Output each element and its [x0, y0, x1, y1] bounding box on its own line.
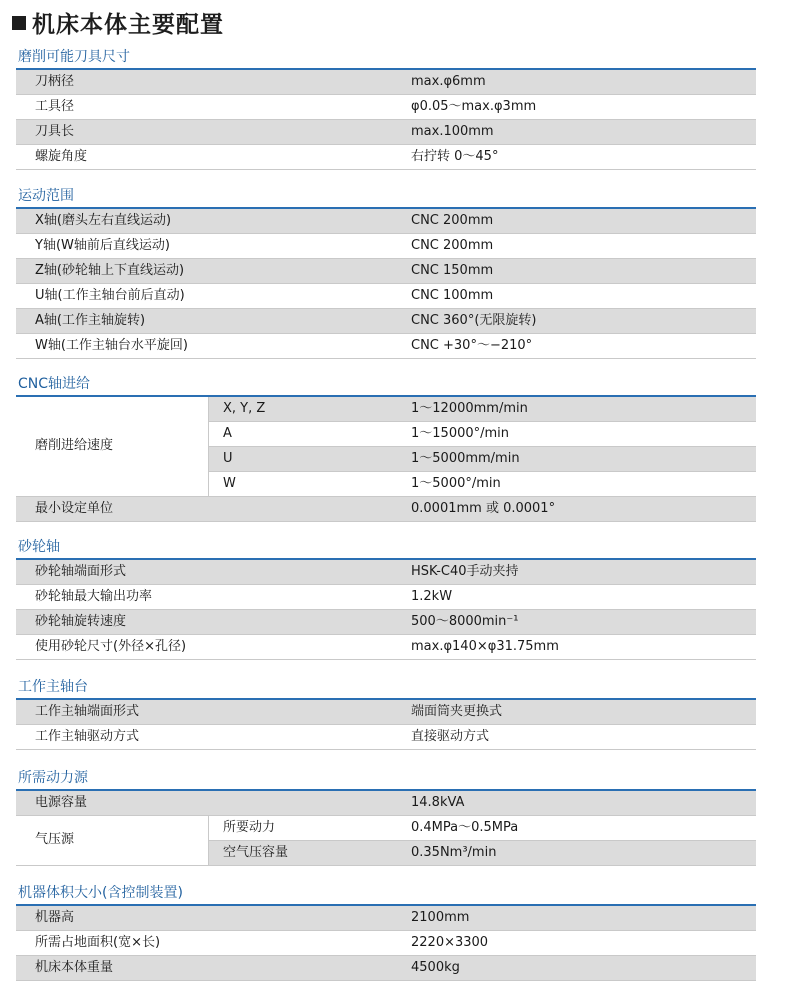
row-sub-label: 所要动力: [223, 820, 276, 835]
air-group: [16, 816, 756, 866]
row-value: 直接驱动方式: [411, 729, 490, 744]
table-row: [16, 309, 756, 334]
row-value: 0.35Nm³/min: [411, 845, 497, 860]
feed-group: [16, 397, 756, 497]
row-label: 砂轮轴最大输出功率: [35, 589, 153, 604]
row-label: 砂轮轴端面形式: [35, 564, 127, 579]
section-power-source: [16, 767, 756, 866]
section-wheel-spindle: [16, 536, 756, 660]
row-value: max.φ140×φ31.75mm: [411, 639, 559, 654]
row-label: W轴(工作主轴台水平旋回): [35, 338, 188, 353]
table-row: [16, 95, 756, 120]
section-motion-range: [16, 185, 756, 359]
row-label: X轴(磨头左右直线运动): [35, 213, 172, 228]
page-title-text: 机床本体主要配置: [32, 12, 224, 38]
row-sub-label: 空气压容量: [223, 845, 289, 860]
row-value: HSK-C40手动夹持: [411, 564, 519, 579]
table-row: [16, 635, 756, 660]
row-label: 工具径: [35, 99, 75, 114]
section-grinding-tool-size: [16, 46, 756, 170]
row-value: 端面筒夹更换式: [411, 704, 503, 719]
row-label: 使用砂轮尺寸(外径×孔径): [35, 639, 187, 654]
table-row: [16, 610, 756, 635]
table-row: [16, 931, 756, 956]
table-row: [16, 70, 756, 95]
section-work-spindle: [16, 676, 756, 750]
row-value: max.100mm: [411, 124, 494, 139]
section-title: 砂轮轴: [16, 536, 756, 560]
row-label: 机床本体重量: [35, 960, 114, 975]
section-title: 所需动力源: [16, 767, 756, 791]
air-label: 气压源: [35, 832, 75, 847]
row-label: A轴(工作主轴旋转): [35, 313, 146, 328]
row-label: 工作主轴驱动方式: [35, 729, 140, 744]
row-label: 电源容量: [35, 795, 88, 810]
title-square-icon: [12, 16, 26, 30]
row-label: 工作主轴端面形式: [35, 704, 140, 719]
row-value: 1～15000°/min: [411, 426, 510, 441]
row-value: 0.0001mm 或 0.0001°: [411, 501, 556, 516]
row-sub-label: X, Y, Z: [223, 401, 266, 416]
feed-merged-cell: [16, 397, 209, 496]
air-merged-cell: [16, 816, 209, 865]
section-title: 运动范围: [16, 185, 756, 209]
table-row: [16, 585, 756, 610]
row-value: 2100mm: [411, 910, 470, 925]
table-row: [16, 791, 756, 816]
row-label: 机器高: [35, 910, 75, 925]
section-title: 工作主轴台: [16, 676, 756, 700]
row-label: 螺旋角度: [35, 149, 88, 164]
section-cnc-feed: [16, 373, 756, 522]
row-value: CNC 150mm: [411, 263, 494, 278]
section-title: 机器体积大小(含控制装置): [16, 882, 756, 906]
row-value: 500～8000min⁻¹: [411, 614, 519, 629]
row-value: CNC 360°(无限旋转): [411, 313, 537, 328]
row-label: 刀具长: [35, 124, 75, 139]
row-value: CNC 200mm: [411, 213, 494, 228]
section-title: 磨削可能刀具尺寸: [16, 46, 756, 70]
row-sub-label: W: [223, 476, 236, 491]
row-label: 所需占地面积(宽×长): [35, 935, 161, 950]
row-value: 1.2kW: [411, 589, 453, 604]
row-label: 最小设定单位: [35, 501, 114, 516]
table-row: [16, 497, 756, 522]
row-sub-label: A: [223, 426, 232, 441]
table-row: [16, 209, 756, 234]
table-row: [16, 120, 756, 145]
table-row: [16, 560, 756, 585]
table-row: [16, 334, 756, 359]
row-value: 1～5000mm/min: [411, 451, 520, 466]
row-label: Y轴(W轴前后直线运动): [35, 238, 170, 253]
row-value: CNC 200mm: [411, 238, 494, 253]
row-label: Z轴(砂轮轴上下直线运动): [35, 263, 185, 278]
row-value: 14.8kVA: [411, 795, 465, 810]
row-sub-label: U: [223, 451, 233, 466]
row-value: 4500kg: [411, 960, 460, 975]
section-title: CNC轴进给: [16, 373, 756, 397]
row-value: 2220×3300: [411, 935, 489, 950]
table-row: [16, 284, 756, 309]
table-row: [16, 906, 756, 931]
row-value: 1～12000mm/min: [411, 401, 528, 416]
row-label: U轴(工作主轴台前后直动): [35, 288, 185, 303]
table-row: [16, 725, 756, 750]
row-value: max.φ6mm: [411, 74, 486, 89]
table-row: [16, 259, 756, 284]
row-value: 1～5000°/min: [411, 476, 501, 491]
row-value: CNC 100mm: [411, 288, 494, 303]
page-title: [12, 6, 224, 39]
feed-label: 磨削进给速度: [35, 438, 114, 453]
table-row: [16, 145, 756, 170]
table-row: [16, 234, 756, 259]
row-value: 0.4MPa～0.5MPa: [411, 820, 519, 835]
table-row: [16, 956, 756, 981]
row-value: 右拧转 0～45°: [411, 149, 499, 164]
section-machine-size: [16, 882, 756, 981]
row-value: φ0.05～max.φ3mm: [411, 99, 537, 114]
row-label: 砂轮轴旋转速度: [35, 614, 127, 629]
row-label: 刀柄径: [35, 74, 75, 89]
row-value: CNC +30°～−210°: [411, 338, 533, 353]
table-row: [16, 700, 756, 725]
